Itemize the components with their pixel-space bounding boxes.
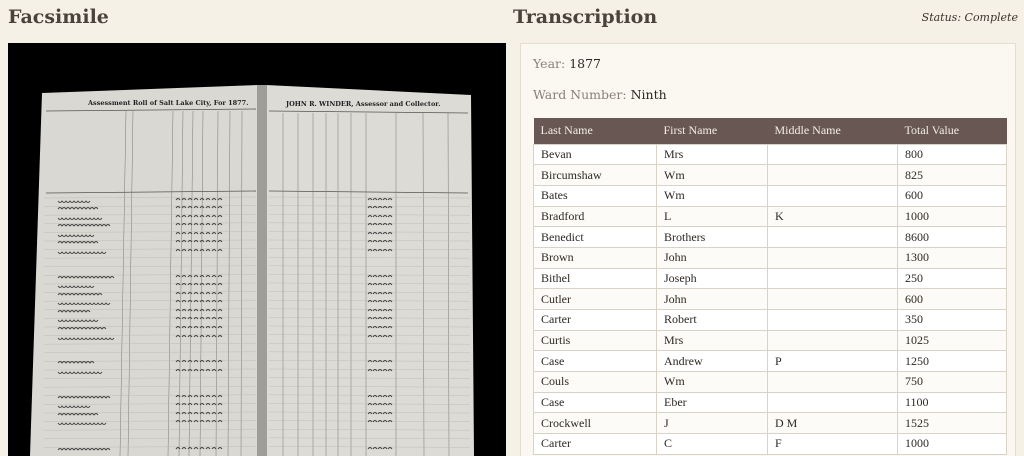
first-name-cell: Wm	[657, 372, 768, 393]
right-page-header: JOHN R. WINDER, Assessor and Collector.	[286, 100, 441, 108]
last-name-cell: Bates	[534, 185, 657, 206]
middle-name-cell	[768, 310, 898, 331]
last-name-cell: Bradford	[534, 206, 657, 227]
table-row	[534, 165, 1007, 186]
middle-name-cell: F	[768, 434, 898, 455]
first-name-cell: John	[657, 247, 768, 268]
column-header-last-name: Last Name	[534, 118, 657, 144]
status-label: Status: Complete	[921, 11, 1018, 24]
middle-name-cell	[768, 227, 898, 248]
first-name-cell: Robert	[657, 310, 768, 331]
total-value-cell: 1025	[898, 330, 1007, 351]
table-row	[534, 310, 1007, 331]
first-name-cell: J	[657, 413, 768, 434]
book-spine	[257, 85, 267, 456]
total-value-cell: 1525	[898, 413, 1007, 434]
middle-name-cell	[768, 185, 898, 206]
table-row	[534, 247, 1007, 268]
middle-name-cell: P	[768, 351, 898, 372]
table-header-row	[534, 118, 1007, 144]
left-page-header: Assessment Roll of Salt Lake City, For 1877.	[88, 99, 249, 107]
table-row	[534, 392, 1007, 413]
last-name-cell: Case	[534, 351, 657, 372]
table-row	[534, 206, 1007, 227]
last-name-cell: Benedict	[534, 227, 657, 248]
middle-name-cell	[768, 165, 898, 186]
last-name-cell: Bithel	[534, 268, 657, 289]
ward-value: Ninth	[630, 87, 667, 102]
right-page	[266, 85, 474, 456]
middle-name-cell	[768, 392, 898, 413]
first-name-cell: Eber	[657, 392, 768, 413]
table-row	[534, 351, 1007, 372]
total-value-cell: 1100	[898, 392, 1007, 413]
total-value-cell: 1300	[898, 247, 1007, 268]
table-row	[534, 227, 1007, 248]
first-name-cell: Wm	[657, 165, 768, 186]
total-value-cell: 8600	[898, 227, 1007, 248]
left-page	[30, 85, 258, 456]
ward-field	[533, 87, 667, 102]
transcription-heading: Transcription	[513, 6, 658, 28]
last-name-cell: Crockwell	[534, 413, 657, 434]
ward-label: Ward Number:	[533, 87, 627, 102]
facsimile-image-viewer[interactable]	[8, 43, 506, 456]
table-row	[534, 289, 1007, 310]
first-name-cell: Mrs	[657, 330, 768, 351]
total-value-cell: 750	[898, 372, 1007, 393]
first-name-cell: L	[657, 206, 768, 227]
transcription-table	[533, 118, 1007, 455]
middle-name-cell	[768, 247, 898, 268]
year-field	[533, 56, 601, 71]
year-value: 1877	[569, 56, 601, 71]
table-row	[534, 268, 1007, 289]
facsimile-heading: Facsimile	[8, 6, 109, 28]
last-name-cell: Curtis	[534, 330, 657, 351]
total-value-cell: 600	[898, 185, 1007, 206]
last-name-cell: Brown	[534, 247, 657, 268]
total-value-cell: 800	[898, 144, 1007, 165]
last-name-cell: Carter	[534, 434, 657, 455]
first-name-cell: Mrs	[657, 144, 768, 165]
last-name-cell: Bircumshaw	[534, 165, 657, 186]
first-name-cell: Brothers	[657, 227, 768, 248]
middle-name-cell	[768, 330, 898, 351]
year-label: Year:	[533, 56, 566, 71]
table-row	[534, 144, 1007, 165]
column-header-middle-name: Middle Name	[768, 118, 898, 144]
table-row	[534, 330, 1007, 351]
last-name-cell: Bevan	[534, 144, 657, 165]
total-value-cell: 1000	[898, 434, 1007, 455]
first-name-cell: John	[657, 289, 768, 310]
first-name-cell: C	[657, 434, 768, 455]
transcription-panel	[520, 43, 1016, 456]
last-name-cell: Cutler	[534, 289, 657, 310]
middle-name-cell	[768, 289, 898, 310]
middle-name-cell	[768, 372, 898, 393]
ledger-page-image	[8, 43, 506, 456]
table-row	[534, 185, 1007, 206]
total-value-cell: 250	[898, 268, 1007, 289]
column-header-first-name: First Name	[657, 118, 768, 144]
total-value-cell: 600	[898, 289, 1007, 310]
middle-name-cell	[768, 268, 898, 289]
column-header-total-value: Total Value	[898, 118, 1007, 144]
first-name-cell: Wm	[657, 185, 768, 206]
last-name-cell: Carter	[534, 310, 657, 331]
middle-name-cell: D M	[768, 413, 898, 434]
middle-name-cell	[768, 144, 898, 165]
total-value-cell: 1000	[898, 206, 1007, 227]
table-row	[534, 413, 1007, 434]
first-name-cell: Joseph	[657, 268, 768, 289]
table-row	[534, 372, 1007, 393]
last-name-cell: Case	[534, 392, 657, 413]
total-value-cell: 350	[898, 310, 1007, 331]
table-row	[534, 434, 1007, 455]
middle-name-cell: K	[768, 206, 898, 227]
first-name-cell: Andrew	[657, 351, 768, 372]
last-name-cell: Couls	[534, 372, 657, 393]
total-value-cell: 1250	[898, 351, 1007, 372]
total-value-cell: 825	[898, 165, 1007, 186]
